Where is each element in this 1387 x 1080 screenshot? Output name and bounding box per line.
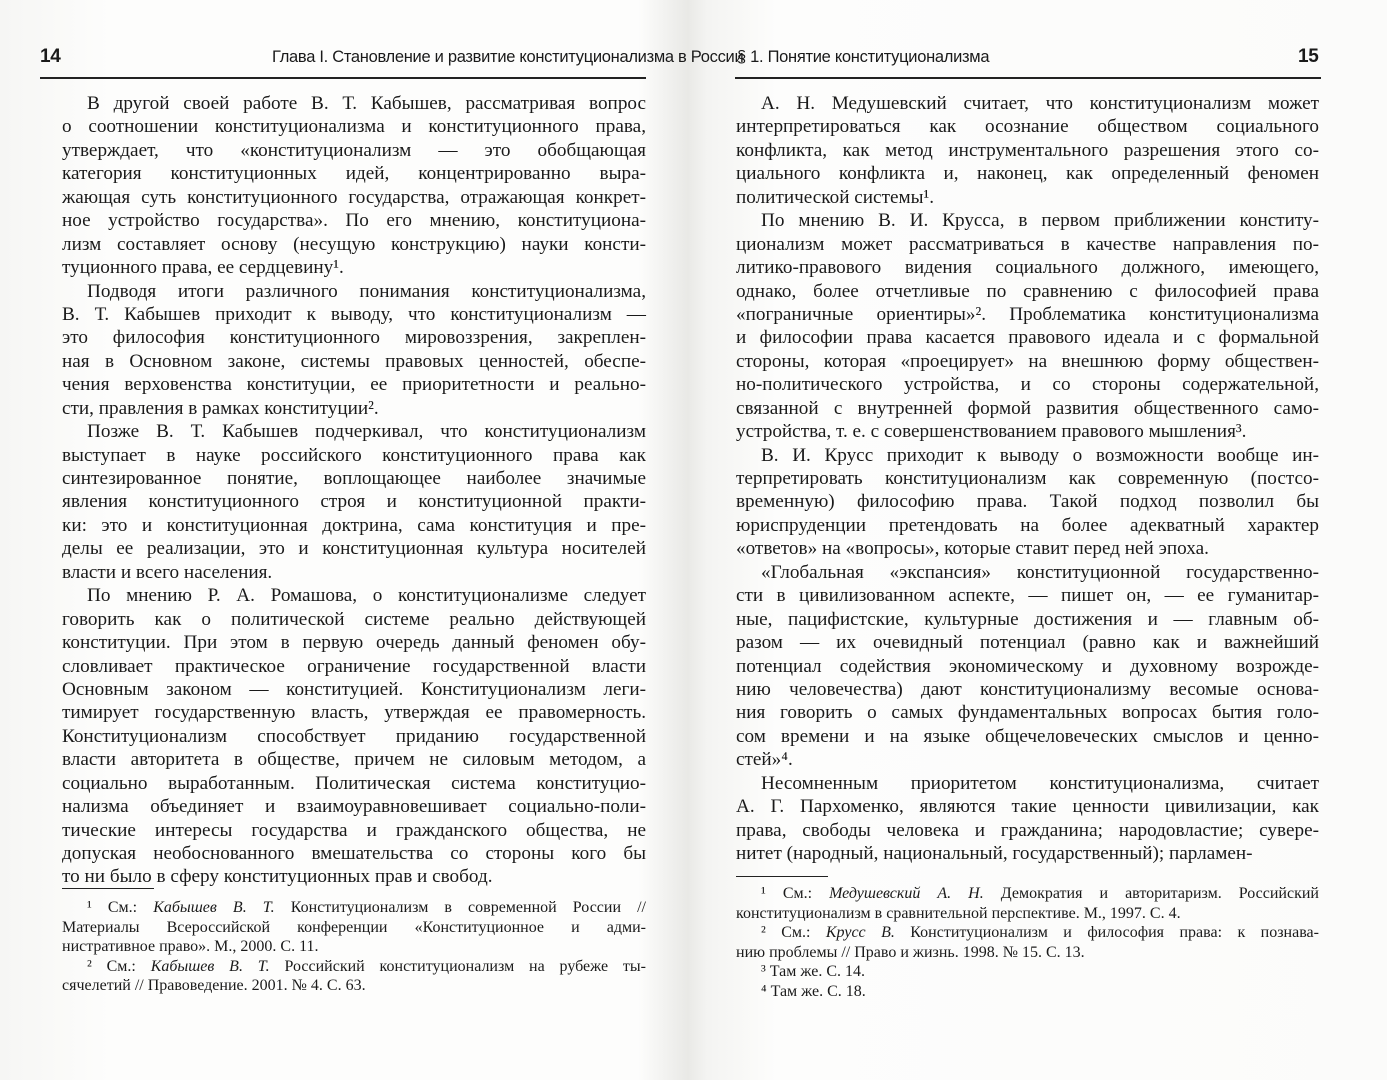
- text-line: В другой своей работе В. Т. Кабышев, рассматривая вопрос: [87, 93, 646, 114]
- text-line: Позже В. Т. Кабышев подчеркивал, что конституционализм: [87, 421, 646, 443]
- header-rule: [40, 77, 646, 79]
- footnote: [62, 898, 646, 957]
- footnote: [736, 982, 1319, 1002]
- footnotes: [736, 884, 1319, 1001]
- text-line: чения верховенства конституции, ее приоритетности и реально-: [62, 374, 646, 396]
- paragraph: [62, 280, 646, 421]
- paragraph: [736, 561, 1319, 772]
- footnote-text: Материалы Всероссийской конференции «Конституционное и адми-: [62, 918, 646, 936]
- text-line: временную) философию права. Такой подход позволил бы: [736, 491, 1319, 513]
- footnote-line: [736, 982, 1319, 1002]
- text-line: Несомненным приоритетом конституционализма, считает: [761, 772, 1319, 794]
- text-line: ки: это и конституционная доктрина, сама конституция и пре-: [62, 514, 646, 536]
- text-line: потенциал содействия экономическому и духовному возрожде-: [736, 655, 1319, 677]
- text-line: явления конституционного строя и конституционной практи-: [62, 491, 646, 513]
- text-line: политической системы¹.: [736, 186, 935, 208]
- text-line: тические интересы государства и гражданского общества, не: [62, 819, 646, 841]
- text-line: Основным законом — конституцией. Конституционализм леги-: [62, 678, 646, 700]
- text-line: синтезированное понятие, воплощающее наиболее значимые: [62, 468, 646, 489]
- text-line: власти и всего населения.: [62, 561, 273, 583]
- footnote-text: ⁴ Там же. С. 18.: [761, 982, 866, 1000]
- text-line: По мнению В. И. Крусса, в первом приближении конститу-: [761, 210, 1319, 232]
- footnote-text: Конституционализм и философия права: к познава-: [894, 924, 1319, 941]
- footnote-line: [62, 918, 646, 938]
- footnote: [62, 957, 646, 996]
- text-line: о соотношении конституционализма и конституционного права,: [62, 116, 646, 138]
- paragraph: [62, 584, 646, 889]
- footnote-text: ¹ См.:: [761, 885, 830, 902]
- running-title: § 1. Понятие конституционализма: [737, 48, 990, 66]
- cited-author: Кабышев В. Т.: [153, 899, 275, 916]
- text-line: юриспруденции претендовать на более адекватный характер: [736, 514, 1319, 536]
- text-line: социально выработанным. Политическая система конституцио-: [62, 772, 646, 794]
- text-line: делы ее реализации, это и конституционная культура носителей: [62, 538, 646, 560]
- text-line: терпретировать конституционализм как современную (постсо-: [736, 468, 1319, 489]
- text-line: А. Н. Медушевский считает, что конституционализм может: [761, 93, 1319, 114]
- text-line: тимирует государственную власть, утверждая ее правомерность.: [62, 702, 646, 724]
- text-line: ное устройство государства». По его мнению, конституциона-: [62, 210, 646, 232]
- page-number: 15: [1298, 46, 1319, 67]
- text-line: ния говорить о самых фундаментальных вопросах бытия голо-: [736, 702, 1319, 724]
- footnote-text: нию проблемы // Право и жизнь. 1998. № 15. С. 13.: [736, 943, 1085, 961]
- text-line: стороны, которая «проецирует» на внешнюю форму обществен-: [736, 350, 1319, 372]
- text-line: разом — их очевидный потенциал (равно как и важнейший: [736, 632, 1319, 654]
- text-line: но-политического устройства, и со стороны содержательной,: [736, 374, 1319, 396]
- text-line: сти в цивилизованном аспекте, — пишет он, — ее гуманитар-: [736, 585, 1319, 607]
- text-line: «ответов» на «вопросы», которые ставит перед ней эпоха.: [736, 538, 1209, 560]
- footnote-text: Демократия и авторитаризм. Российский: [983, 885, 1319, 902]
- text-line: это философия конституционного мировоззрения, закреплен-: [62, 327, 646, 349]
- text-line: лизм составляет основу (несущую конструкцию) науки консти-: [62, 233, 646, 255]
- footnote-rule: [736, 876, 828, 877]
- text-line: однако, более отчетливые по сравнению с философией права: [736, 280, 1319, 302]
- text-line: ционализм может рассматриваться в качестве направления по-: [736, 233, 1319, 255]
- footnote-line: [736, 884, 1319, 904]
- text-line: литико-правового видения социального должного, имеющего,: [736, 257, 1319, 279]
- footnote-line: [62, 957, 646, 977]
- text-line: По мнению Р. А. Ромашова, о конституционализме следует: [87, 585, 646, 607]
- text-line: власти авторитета в обществе, причем не силовым методом, а: [62, 749, 646, 771]
- text-line: «Глобальная «экспансия» конституционной государственно-: [761, 561, 1319, 583]
- footnotes: [62, 898, 646, 996]
- text-line: жающая суть конституционного государства, отражающая конкрет-: [62, 186, 646, 208]
- text-line: категория конституционных идей, концентрированно выра-: [62, 163, 646, 185]
- footnote-rule: [62, 888, 154, 889]
- paragraph: [736, 209, 1319, 443]
- footnote-line: [736, 943, 1319, 963]
- text-line: устройства, т. е. с совершенствованием правового мышления³.: [736, 421, 1247, 443]
- footnote: [736, 884, 1319, 923]
- paragraph: [62, 92, 646, 280]
- text-line: сом времени и на языке общечеловеческих смыслов и ценно-: [736, 725, 1319, 747]
- paragraph: [736, 444, 1319, 561]
- text-line: и философии права касается правового идеала и с формальной: [736, 327, 1319, 349]
- text-line: сти, правления в рамках конституции².: [62, 397, 379, 419]
- footnote-line: [62, 976, 646, 996]
- text-line: допуская необоснованного вмешательства со стороны кого бы: [62, 843, 646, 864]
- footnote-line: [736, 923, 1319, 943]
- text-line: В. Т. Кабышев приходит к выводу, что конституционализм —: [62, 303, 646, 325]
- footnote-line: [62, 937, 646, 957]
- footnote-text: Конституционализм в современной России //: [274, 899, 646, 916]
- text-line: В. И. Крусс приходит к выводу о возможности вообще ин-: [761, 444, 1319, 466]
- text-line: А. Г. Пархоменко, являются такие ценности цивилизации, как: [736, 796, 1319, 818]
- text-line: нализма объединяет и взаимоуравновешивает социально-поли-: [62, 796, 646, 818]
- footnote: [736, 962, 1319, 982]
- text-line: нию человечества) дают конституционализму весомые основа-: [736, 678, 1319, 700]
- text-line: ные, пацифистские, культурные достижения и — главным об-: [736, 608, 1319, 630]
- text-line: конфликта, как метод инструментального разрешения этого со-: [736, 139, 1319, 161]
- text-line: конституции. При этом в первую очередь данный феномен обу-: [62, 632, 646, 654]
- footnote-text: сячелетий // Правоведение. 2001. № 4. С. 63.: [62, 977, 366, 994]
- footnote-text: нистративное право». М., 2000. С. 11.: [62, 938, 319, 955]
- footnote-text: ² См.:: [761, 924, 826, 941]
- body-text: [736, 92, 1319, 865]
- paragraph: [62, 420, 646, 584]
- text-line: связанной с внутренней формой развития общественного само-: [736, 397, 1319, 419]
- footnote-text: Российский конституционализм на рубеже ты-: [269, 957, 647, 975]
- text-line: словливает практическое ограничение государственной власти: [62, 655, 646, 677]
- paragraph: [736, 92, 1319, 209]
- text-line: права, свободы человека и гражданина; народовластие; сувере-: [736, 819, 1319, 841]
- footnote-text: конституционализм в сравнительной перспективе. М., 1997. С. 4.: [736, 904, 1181, 922]
- text-line: утверждает, что «конституционализм — это обобщающая: [62, 139, 646, 161]
- footnote-line: [736, 962, 1319, 982]
- text-line: говорить как о политической системе реально действующей: [62, 608, 646, 630]
- paragraph: [736, 772, 1319, 866]
- text-line: Конституционализм способствует приданию государственной: [62, 725, 646, 747]
- text-line: туционного права, ее сердцевину¹.: [62, 257, 344, 279]
- text-line: циального конфликта и, наконец, как определенный феномен: [736, 163, 1319, 185]
- body-text: [62, 92, 646, 889]
- text-line: интерпретироваться как осознание обществом социального: [736, 116, 1319, 138]
- page-number: 14: [40, 46, 61, 67]
- header-rule: [735, 77, 1321, 79]
- text-line: ная в Основном законе, системы правовых ценностей, обеспе-: [62, 350, 646, 372]
- footnote-text: ² См.:: [87, 957, 151, 975]
- footnote: [736, 923, 1319, 962]
- footnote-line: [62, 898, 646, 918]
- cited-author: Крусс В.: [825, 924, 895, 941]
- text-line: то ни было в сферу конституционных прав и свобод.: [62, 866, 493, 888]
- text-line: Подводя итоги различного понимания конституционализма,: [87, 280, 646, 302]
- cited-author: Медушевский А. Н.: [829, 885, 984, 902]
- text-line: выступает в науке российского конституционного права как: [62, 444, 646, 466]
- footnote-text: ³ Там же. С. 14.: [761, 963, 866, 980]
- cited-author: Кабышев В. Т.: [150, 957, 270, 975]
- text-line: «пограничные ориентиры»². Проблематика конституционализма: [736, 303, 1319, 325]
- running-title: Глава I. Становление и развитие конституционализма в России: [272, 48, 744, 66]
- text-line: нитет (народный, национальный, государственный); парламен-: [736, 843, 1253, 864]
- footnote-text: ¹ См.:: [87, 899, 154, 916]
- text-line: стей»⁴.: [736, 749, 793, 771]
- footnote-line: [736, 904, 1319, 924]
